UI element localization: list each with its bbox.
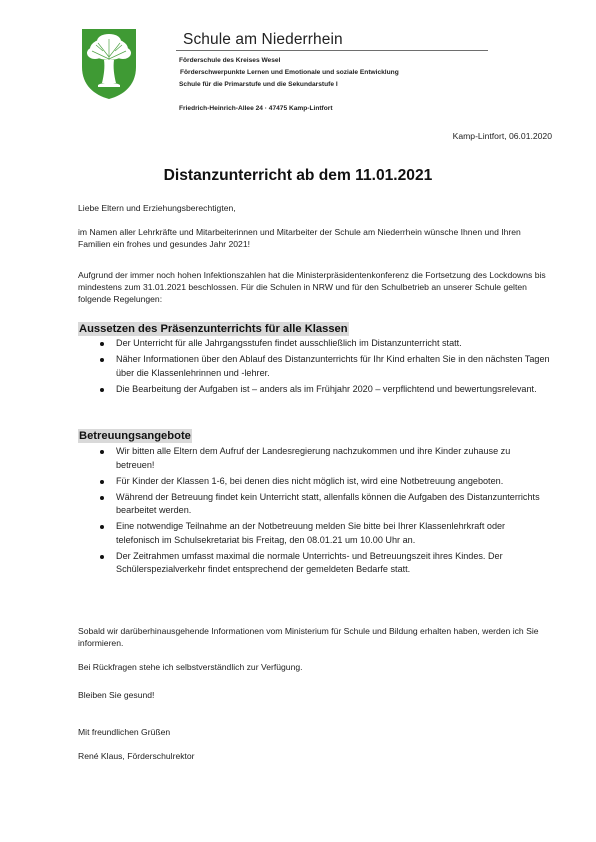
section-list-betreuung (100, 445, 550, 579)
signature: René Klaus, Förderschulrektor (78, 751, 195, 761)
intro-paragraph: im Namen aller Lehrkräfte und Mitarbeiterinnen und Mitarbeiter der Schule am Niederrhein wünsche Ihnen und Ihren Familien ein frohes und gesundes Jahr 2021! (78, 227, 521, 249)
list-item: Der Unterricht für alle Jahrgangsstufen findet ausschließlich im Distanzunterricht statt. (100, 337, 550, 351)
closing-paragraph-3: Bleiben Sie gesund! (78, 690, 155, 700)
list-item: Der Zeitrahmen umfasst maximal die normale Unterrichts- und Betreuungszeit ihres Kindes. Der Schülerspezialverkehr findet entsprechend der gemeldeten Bedarfe statt. (100, 550, 550, 577)
list-item: Wir bitten alle Eltern dem Aufruf der Landesregierung nachzukommen und ihre Kinder zuhause zu betreuen! (100, 445, 550, 472)
school-logo-icon (80, 27, 138, 101)
list-item: Für Kinder der Klassen 1-6, bei denen dies nicht möglich ist, wird eine Notbetreuung angeboten. (100, 475, 550, 489)
bullet-icon (100, 358, 104, 362)
bullet-icon (100, 555, 104, 559)
list-item: Die Bearbeitung der Aufgaben ist – anders als im Frühjahr 2020 – verpflichtend und bewertungsrelevant. (100, 383, 550, 397)
bullet-icon (100, 525, 104, 529)
bullet-icon (100, 342, 104, 346)
bullet-icon (100, 480, 104, 484)
bullet-icon (100, 450, 104, 454)
school-name: Schule am Niederrhein (183, 31, 343, 48)
school-address: Friedrich-Heinrich-Allee 24 · 47475 Kamp-Lintfort (179, 105, 333, 112)
bullet-icon (100, 496, 104, 500)
school-subtitle-3: Schule für die Primarstufe und die Sekundarstufe I (179, 81, 338, 88)
section-heading-praesenz: Aussetzen des Präsenzunterrichts für alle Klassen (79, 323, 348, 335)
context-paragraph: Aufgrund der immer noch hohen Infektionszahlen hat die Ministerpräsidentenkonferenz die Fortsetzung des Lockdowns bis mindestens zum 31.01.2021 beschlossen. Für die Schulen in NRW und für den Schulbetrieb an unserer Schule gelten folgende Regelungen: (78, 270, 546, 304)
school-subtitle-2: Förderschwerpunkte Lernen und Emotionale und soziale Entwicklung (180, 69, 399, 76)
salutation: Liebe Eltern und Erziehungsberechtigten, (78, 203, 236, 213)
closing-greeting: Mit freundlichen Grüßen (78, 727, 171, 737)
list-item: Näher Informationen über den Ablauf des Distanzunterrichts für Ihr Kind erhalten Sie in den nächsten Tagen über die Klassenlehrinnen und -lehrer. (100, 353, 550, 380)
list-item: Während der Betreuung findet kein Unterricht statt, allenfalls können die Aufgaben des Distanzunterrichts bearbeitet werden. (100, 491, 550, 518)
letter-title: Distanzunterricht ab dem 11.01.2021 (163, 167, 433, 184)
section-list-praesenz (100, 337, 550, 399)
list-item: Eine notwendige Teilnahme an der Notbetreuung melden Sie bitte bei Ihrer Klassenlehrkraft oder telefonisch im Schulsekretariat bis Freitag, den 08.01.21 um 10.00 Uhr an. (100, 520, 550, 547)
closing-paragraph-1: Sobald wir darüberhinausgehende Informationen vom Ministerium für Schule und Bildung erhalten haben, werden ich Sie informieren. (78, 626, 539, 648)
header-divider (176, 50, 488, 51)
bullet-icon (100, 388, 104, 392)
letter-date: Kamp-Lintfort, 06.01.2020 (452, 131, 552, 141)
school-subtitle-1: Förderschule des Kreises Wesel (179, 57, 281, 64)
closing-paragraph-2: Bei Rückfragen stehe ich selbstverständlich zur Verfügung. (78, 662, 303, 672)
section-heading-betreuung: Betreuungsangebote (79, 430, 191, 442)
